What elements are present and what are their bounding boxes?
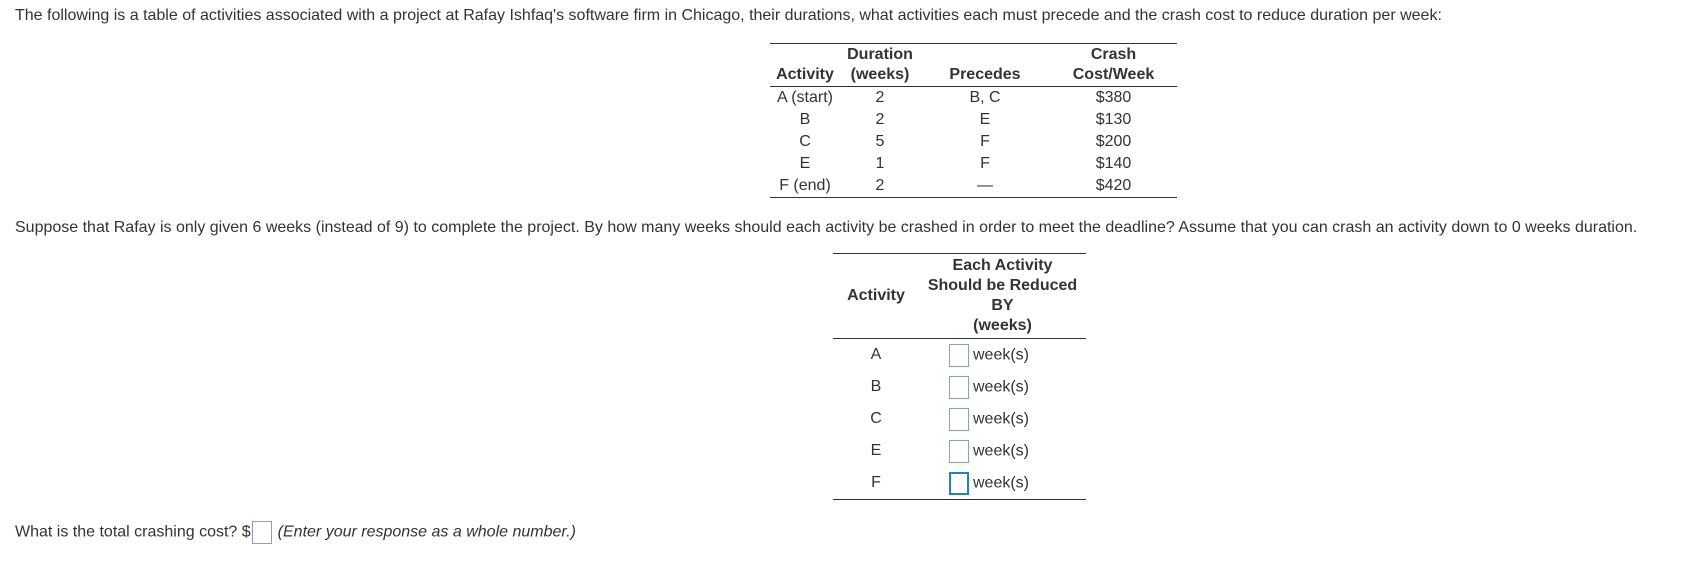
cell-crash-cost: $420: [1095, 177, 1132, 194]
header-reduce-by: Each Activity Should be Reduced BY (weeks): [919, 254, 1086, 339]
cell-precedes: B, C: [969, 89, 1001, 106]
header-crash-cost: Crash Cost/Week: [1050, 44, 1177, 87]
intro-text: The following is a table of activities associated with a project at Rafay Ishfaq's software firm in Chicago, their durations, what activities each must precede and the crash cost to reduce duration per week:: [15, 7, 1442, 24]
table-row: [833, 467, 1086, 500]
total-cost-label: What is the total crashing cost? $: [15, 523, 251, 541]
cell-crash-cost: $130: [1095, 111, 1132, 128]
unit-label: week(s): [973, 474, 1030, 491]
total-cost-line: [15, 521, 576, 544]
unit-label: week(s): [973, 410, 1030, 427]
answer-cell: [919, 467, 1086, 500]
cell-duration: 5: [875, 133, 885, 150]
table-row: [770, 153, 1177, 175]
cell-activity: F: [871, 474, 881, 491]
total-cost-hint: (Enter your response as a whole number.): [277, 523, 576, 541]
cell-crash-cost: $200: [1095, 133, 1132, 150]
table-row: [770, 131, 1177, 153]
activity-table: [770, 43, 1177, 198]
cell-precedes: E: [979, 111, 991, 128]
reduce-c-input[interactable]: [949, 408, 969, 431]
cell-activity: A: [870, 346, 882, 363]
table-row: [770, 87, 1177, 110]
header-duration: Duration (weeks): [840, 44, 920, 87]
reduce-e-input[interactable]: [949, 440, 969, 463]
answer-cell: [919, 435, 1086, 467]
cell-activity: E: [799, 155, 811, 172]
table-row: [833, 371, 1086, 403]
cell-crash-cost: $380: [1095, 89, 1132, 106]
unit-label: week(s): [973, 378, 1030, 395]
cell-duration: 2: [875, 111, 885, 128]
header-precedes: Precedes: [920, 44, 1050, 87]
activity-table-header: [770, 44, 1177, 87]
answer-cell: [919, 339, 1086, 372]
cell-duration: 2: [875, 89, 885, 106]
reduce-b-input[interactable]: [949, 376, 969, 399]
cell-activity: B: [799, 111, 811, 128]
table-row: [770, 175, 1177, 198]
header-activity: Activity: [833, 254, 919, 339]
cell-activity: A (start): [776, 89, 833, 106]
reduction-table-header: [833, 254, 1086, 339]
cell-activity: C: [870, 410, 882, 427]
cell-duration: 1: [875, 155, 885, 172]
cell-activity: F (end): [779, 177, 831, 194]
header-activity: Activity: [770, 44, 840, 87]
cell-precedes: —: [977, 177, 993, 194]
table-row: [833, 435, 1086, 467]
total-cost-input[interactable]: [252, 521, 272, 544]
answer-cell: [919, 403, 1086, 435]
cell-precedes: F: [980, 133, 990, 150]
unit-label: week(s): [973, 346, 1030, 363]
cell-activity: E: [870, 442, 882, 459]
reduce-f-input[interactable]: [949, 472, 969, 495]
unit-label: week(s): [973, 442, 1030, 459]
table-row: [833, 339, 1086, 372]
table-row: [770, 109, 1177, 131]
answer-cell: [919, 371, 1086, 403]
cell-activity: C: [799, 133, 811, 150]
cell-duration: 2: [875, 177, 885, 194]
reduction-table: [833, 253, 1086, 500]
reduce-a-input[interactable]: [949, 344, 969, 367]
cell-precedes: F: [980, 155, 990, 172]
table-row: [833, 403, 1086, 435]
cell-crash-cost: $140: [1095, 155, 1132, 172]
cell-activity: B: [870, 378, 882, 395]
question-text: Suppose that Rafay is only given 6 weeks (instead of 9) to complete the project. By how many weeks should each activity be crashed in order to meet the deadline? Assume that you can crash an activity down to 0 weeks duration.: [15, 219, 1638, 236]
